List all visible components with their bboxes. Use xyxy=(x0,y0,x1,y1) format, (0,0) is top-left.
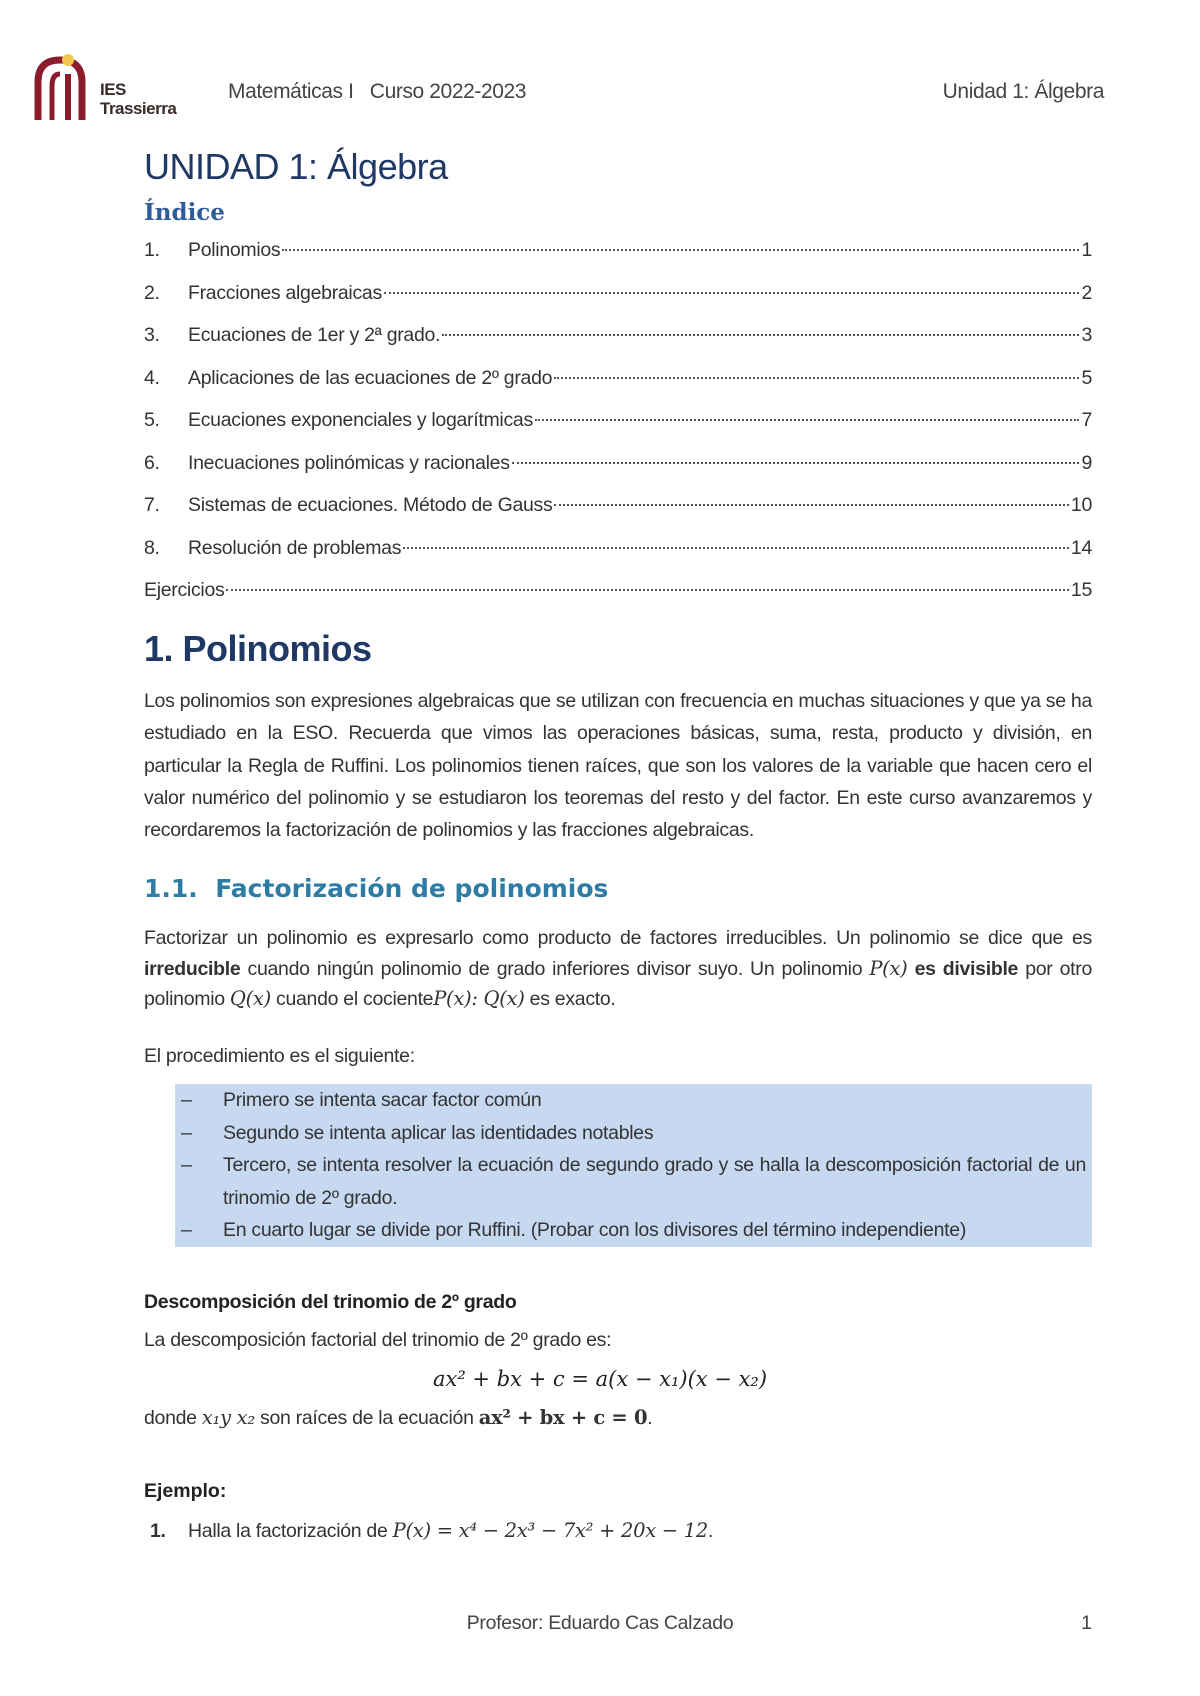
trinomio-formula: ax² + bx + c = a(x − x₁)(x − x₂) xyxy=(432,1367,768,1391)
toc-item[interactable]: Ejercicios 15 xyxy=(144,579,1092,601)
toc-item[interactable]: 3. Ecuaciones de 1er y 2ª grado. 3 xyxy=(144,324,1092,346)
trinomio-heading: Descomposición del trinomio de 2º grado xyxy=(144,1291,517,1313)
example-item: 1. Halla la factorización de P(x) = x⁴ − 2x³ − 7x² + 20x − 12. xyxy=(150,1519,714,1542)
toc-item[interactable]: 7. Sistemas de ecuaciones. Método de Gauss 10 xyxy=(144,494,1092,516)
section-paragraph: Los polinomios son expresiones algebraicas que se utilizan con frecuencia en muchas situaciones y que ya se ha estudiado en la ESO. Recuerda que vimos las operaciones básicas, suma, resta, producto y división, en particular la Regla de Ruffini. Los polinomios tienen raíces, que son los valores de la variable que hacen cero el valor numérico del polinomio y se estudiaron los teoremas del resto y del factor. En este curso avanzaremos y recordaremos la factorización de polinomios y las fracciones algebraicas. xyxy=(144,690,1092,842)
toc-item[interactable]: 8. Resolución de problemas 14 xyxy=(144,536,1092,559)
toc-leader xyxy=(384,292,1080,294)
toc-item[interactable]: 4. Aplicaciones de las ecuaciones de 2º grado 5 xyxy=(144,366,1092,389)
toc-item[interactable]: 2. Fracciones algebraicas 2 xyxy=(144,281,1092,304)
toc-leader xyxy=(535,419,1080,421)
trinomio-intro: La descomposición factorial del trinomio de 2º grado es: xyxy=(144,1329,612,1351)
list-item: – En cuarto lugar se divide por Ruffini. (Probar con los divisores del término independiente) xyxy=(181,1219,967,1241)
toc-item[interactable]: 5. Ecuaciones exponenciales y logarítmicas 7 xyxy=(144,409,1092,431)
list-item: – Primero se intenta sacar factor común xyxy=(181,1089,542,1111)
toc-heading: Índice xyxy=(144,199,225,226)
toc-leader xyxy=(403,547,1069,549)
example-heading: Ejemplo: xyxy=(144,1480,227,1502)
toc-leader xyxy=(554,377,1079,379)
roots-note: donde x₁y x₂ son raíces de la ecuación ax² + bx + c = 0. xyxy=(144,1406,653,1429)
list-item: – Segundo se intenta aplicar las identidades notables xyxy=(181,1121,654,1144)
toc-leader xyxy=(282,249,1079,251)
table-of-contents xyxy=(144,239,1092,622)
procedure-steps xyxy=(175,1084,1092,1247)
page-number: 1 xyxy=(1081,1612,1092,1634)
logo-text: IES Trassierra xyxy=(100,80,177,118)
subsection-title: 1.1. Factorización de polinomios xyxy=(144,874,609,903)
toc-leader xyxy=(554,504,1068,506)
list-item: – Tercero, se intenta resolver la ecuación de segundo grado y se halla la descomposición factorial de un trinomio de 2º grado. xyxy=(181,1154,1086,1209)
toc-leader xyxy=(442,334,1079,336)
page-title: UNIDAD 1: Álgebra xyxy=(144,146,448,187)
definition-paragraph: Factorizar un polinomio es expresarlo como producto de factores irreducibles. Un polinomio se dice que es irreducible cuando ningún polinomio de grado inferiores divisor suyo. Un polinomio P(x) es divisible por otro polinomio Q(x) cuando el cocienteP(x): Q(x) es exacto. xyxy=(144,927,1092,1010)
header-course: Matemáticas I Curso 2022-2023 xyxy=(228,80,527,103)
toc-item[interactable]: 1. Polinomios 1 xyxy=(144,239,1092,261)
footer-author: Profesor: Eduardo Cas Calzado xyxy=(466,1612,734,1634)
header-unit: Unidad 1: Álgebra xyxy=(942,80,1104,103)
toc-item[interactable]: 6. Inecuaciones polinómicas y racionales 9 xyxy=(144,451,1092,474)
procedure-intro: El procedimiento es el siguiente: xyxy=(144,1045,415,1067)
section-title: 1. Polinomios xyxy=(144,628,372,669)
toc-leader xyxy=(226,589,1068,591)
toc-leader xyxy=(512,462,1080,464)
